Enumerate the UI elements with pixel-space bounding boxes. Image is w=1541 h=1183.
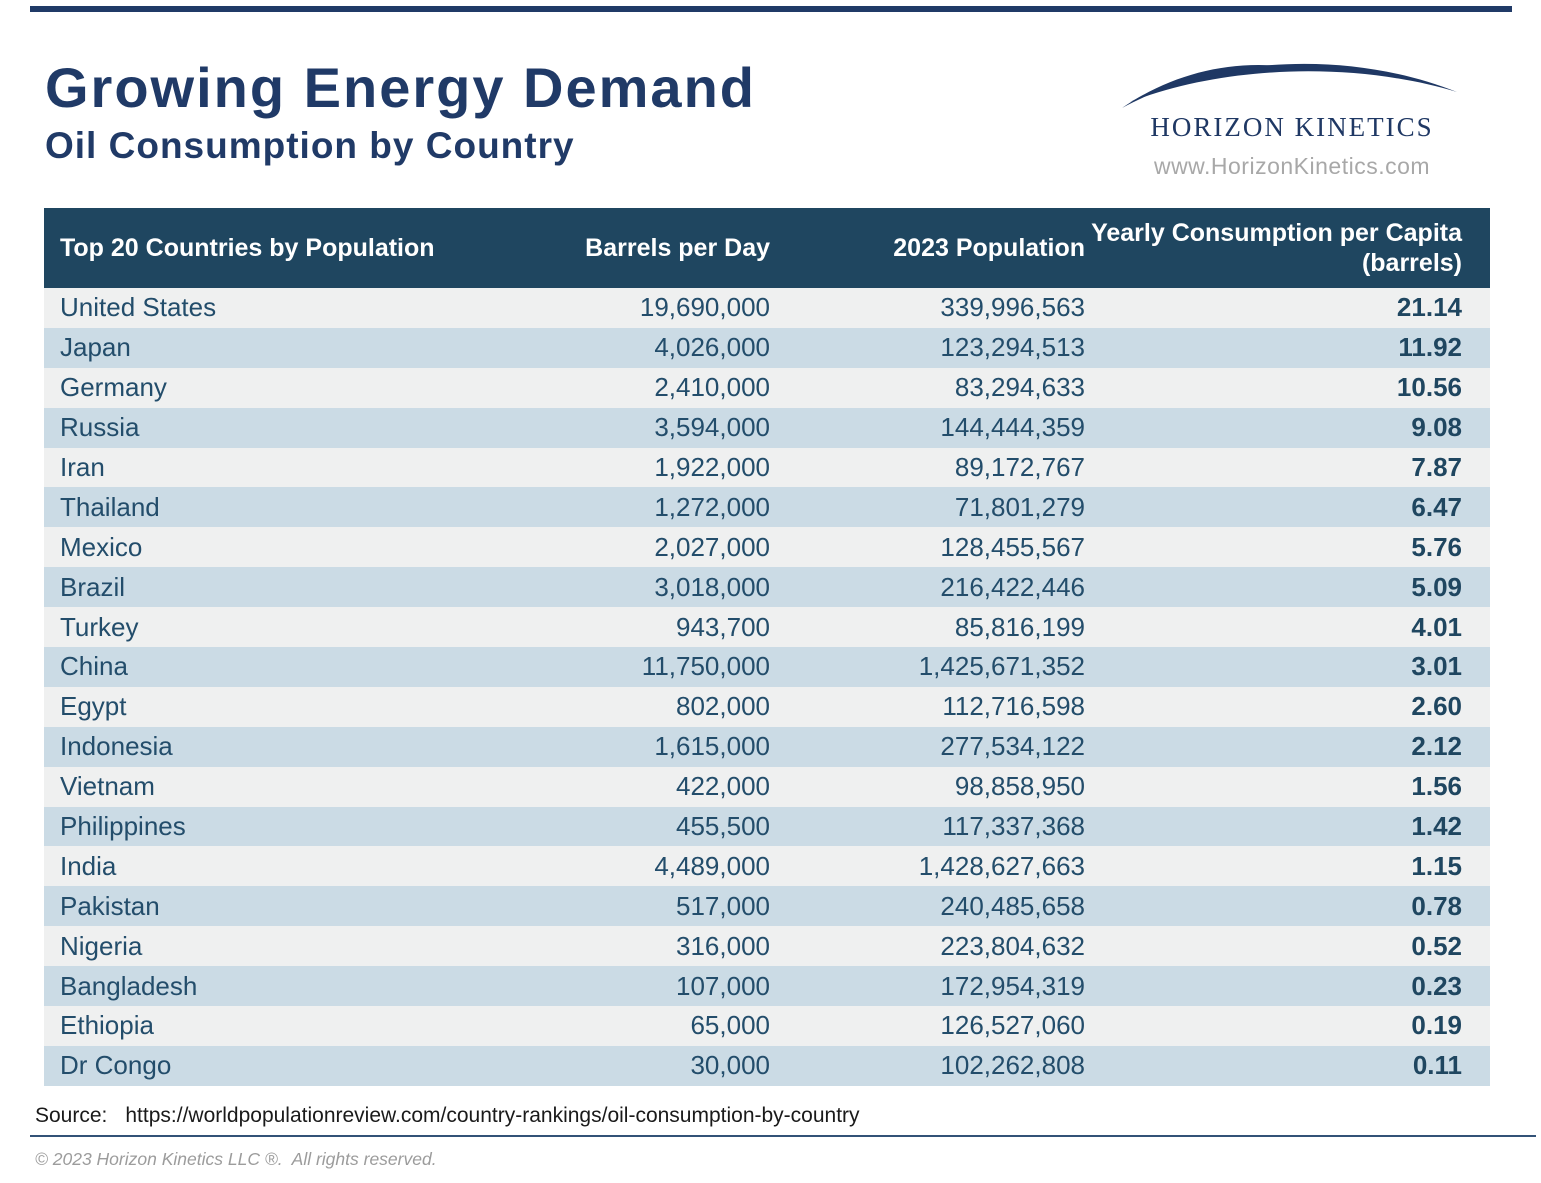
cell-population: 102,262,808 <box>940 1050 1085 1081</box>
logo-wordmark: HORIZON KINETICS <box>1150 112 1434 142</box>
table-row <box>44 966 1490 1006</box>
table-header-row <box>44 208 1490 288</box>
oil-consumption-table <box>44 208 1490 1086</box>
cell-barrels-per-day: 455,500 <box>676 811 770 842</box>
cell-population: 83,294,633 <box>954 372 1085 403</box>
table-row <box>44 807 1490 847</box>
cell-country: Germany <box>60 372 167 403</box>
table-row <box>44 527 1490 567</box>
cell-country: Iran <box>60 452 105 482</box>
cell-population: 240,485,658 <box>940 890 1085 921</box>
table-row <box>44 1006 1490 1046</box>
cell-country: India <box>60 850 117 881</box>
table-row <box>44 288 1490 328</box>
cell-population: 277,534,122 <box>940 731 1085 762</box>
cell-per-capita: 0.19 <box>1411 1010 1462 1041</box>
cell-population: 144,444,359 <box>940 412 1085 443</box>
cell-per-capita: 5.76 <box>1411 531 1462 562</box>
cell-per-capita: 5.09 <box>1411 571 1462 602</box>
cell-population: 1,425,671,352 <box>918 651 1085 682</box>
cell-per-capita: 7.87 <box>1411 452 1462 482</box>
table-row <box>44 926 1490 966</box>
cell-barrels-per-day: 422,000 <box>676 771 770 802</box>
table-row <box>44 368 1490 408</box>
table-body <box>44 288 1490 1086</box>
cell-country: Nigeria <box>60 930 143 961</box>
cell-country: Turkey <box>60 611 139 642</box>
page-subtitle: Oil Consumption by Country <box>45 125 575 166</box>
cell-barrels-per-day: 802,000 <box>676 691 770 722</box>
table-row <box>44 846 1490 886</box>
cell-population: 339,996,563 <box>940 292 1085 323</box>
table-row <box>44 767 1490 807</box>
table-row <box>44 487 1490 527</box>
logo-website-url: www.HorizonKinetics.com <box>1153 153 1431 179</box>
cell-population: 126,527,060 <box>940 1010 1085 1041</box>
cell-per-capita: 10.56 <box>1396 372 1462 403</box>
cell-barrels-per-day: 30,000 <box>690 1050 770 1081</box>
cell-country: Bangladesh <box>60 970 198 1001</box>
cell-country: China <box>60 651 128 682</box>
cell-barrels-per-day: 4,489,000 <box>654 850 770 881</box>
cell-population: 89,172,767 <box>954 452 1085 482</box>
cell-per-capita: 0.52 <box>1411 930 1462 961</box>
table-row <box>44 607 1490 647</box>
table-row <box>44 727 1490 767</box>
top-border-rule <box>30 6 1512 12</box>
cell-barrels-per-day: 65,000 <box>690 1010 770 1041</box>
cell-country: Egypt <box>60 691 127 722</box>
cell-population: 1,428,627,663 <box>918 850 1085 881</box>
cell-barrels-per-day: 1,615,000 <box>654 731 770 762</box>
cell-country: Dr Congo <box>60 1050 172 1081</box>
column-header-per-capita: Yearly Consumption per Capita (barrels) <box>1091 219 1462 277</box>
cell-population: 223,804,632 <box>940 930 1085 961</box>
cell-population: 85,816,199 <box>954 611 1085 642</box>
cell-per-capita: 3.01 <box>1411 651 1462 682</box>
cell-barrels-per-day: 316,000 <box>676 930 770 961</box>
source-label: Source: <box>35 1104 108 1127</box>
table-row <box>44 328 1490 368</box>
cell-per-capita: 6.47 <box>1411 491 1462 522</box>
cell-per-capita: 0.11 <box>1412 1050 1462 1081</box>
table-row <box>44 408 1490 448</box>
table-row <box>44 448 1490 488</box>
cell-population: 216,422,446 <box>940 571 1085 602</box>
page-title: Growing Energy Demand <box>45 56 756 119</box>
cell-barrels-per-day: 11,750,000 <box>641 651 770 682</box>
cell-per-capita: 2.12 <box>1411 731 1462 762</box>
cell-country: Russia <box>60 412 140 443</box>
cell-per-capita: 0.23 <box>1411 970 1462 1001</box>
cell-population: 128,455,567 <box>940 531 1085 562</box>
cell-per-capita: 9.08 <box>1411 412 1462 443</box>
footer-divider-rule <box>30 1135 1536 1137</box>
cell-country: Mexico <box>60 531 143 562</box>
cell-barrels-per-day: 943,700 <box>676 611 770 642</box>
cell-per-capita: 1.42 <box>1411 811 1462 842</box>
cell-country: Vietnam <box>60 771 155 802</box>
logo-swoosh-icon <box>1122 50 1462 108</box>
cell-per-capita: 21.14 <box>1396 292 1462 323</box>
cell-country: Philippines <box>60 811 186 842</box>
cell-barrels-per-day: 2,410,000 <box>654 372 770 403</box>
cell-country: United States <box>60 292 217 323</box>
cell-population: 123,294,513 <box>940 332 1085 363</box>
cell-barrels-per-day: 4,026,000 <box>654 332 770 363</box>
cell-country: Thailand <box>60 491 160 522</box>
cell-population: 172,954,319 <box>940 970 1085 1001</box>
cell-country: Pakistan <box>60 890 160 921</box>
table-row <box>44 567 1490 607</box>
table-row <box>44 886 1490 926</box>
column-header-barrels: Barrels per Day <box>585 234 770 262</box>
cell-barrels-per-day: 3,018,000 <box>654 571 770 602</box>
source-line <box>35 1104 860 1128</box>
copyright-text: © 2023 Horizon Kinetics LLC ®. All rights reserved. <box>35 1149 437 1169</box>
cell-barrels-per-day: 1,272,000 <box>654 491 770 522</box>
column-header-population: 2023 Population <box>893 234 1085 262</box>
cell-barrels-per-day: 517,000 <box>676 890 770 921</box>
table-row <box>44 687 1490 727</box>
cell-barrels-per-day: 3,594,000 <box>654 412 770 443</box>
cell-barrels-per-day: 1,922,000 <box>654 452 770 482</box>
table-row <box>44 1046 1490 1086</box>
cell-country: Indonesia <box>60 731 173 762</box>
cell-population: 98,858,950 <box>954 771 1085 802</box>
cell-per-capita: 0.78 <box>1411 890 1462 921</box>
cell-per-capita: 2.60 <box>1411 691 1462 722</box>
cell-barrels-per-day: 2,027,000 <box>654 531 770 562</box>
cell-population: 71,801,279 <box>954 491 1085 522</box>
cell-per-capita: 1.56 <box>1411 771 1462 802</box>
cell-barrels-per-day: 107,000 <box>676 970 770 1001</box>
horizon-kinetics-logo <box>1122 50 1462 180</box>
source-url: https://worldpopulationreview.com/country-rankings/oil-consumption-by-country <box>125 1104 860 1127</box>
cell-country: Japan <box>60 332 131 363</box>
cell-per-capita: 4.01 <box>1411 611 1462 642</box>
cell-population: 117,337,368 <box>942 811 1085 842</box>
cell-country: Ethiopia <box>60 1010 154 1041</box>
cell-per-capita: 11.92 <box>1398 332 1462 363</box>
cell-per-capita: 1.15 <box>1411 850 1462 881</box>
column-header-country: Top 20 Countries by Population <box>60 234 435 262</box>
cell-barrels-per-day: 19,690,000 <box>639 292 770 323</box>
cell-country: Brazil <box>60 571 126 602</box>
cell-population: 112,716,598 <box>942 691 1085 722</box>
table-row <box>44 647 1490 687</box>
